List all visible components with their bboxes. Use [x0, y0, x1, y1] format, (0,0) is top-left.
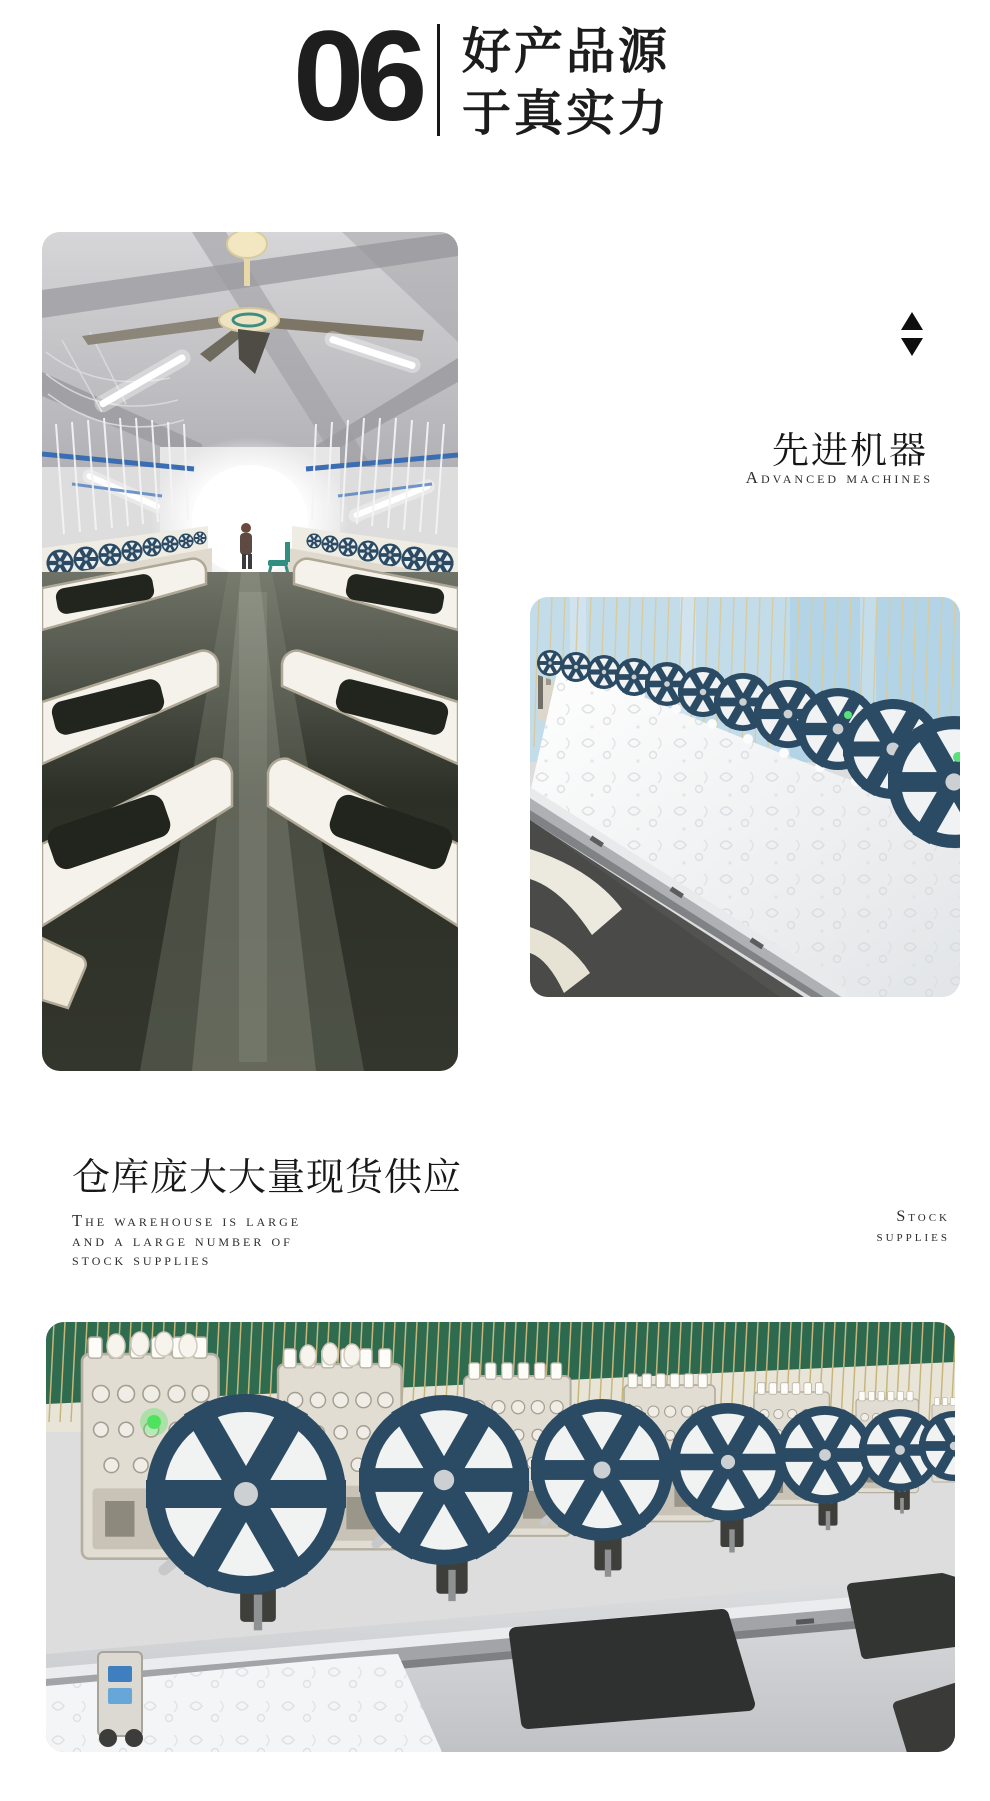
warehouse-heading-zh: 仓库庞大大量现货供应 — [72, 1157, 463, 1199]
advanced-machines-heading-zh: 先进机器 — [772, 430, 928, 471]
embroidery-machines-photo — [530, 597, 960, 997]
factory-aisle-image — [42, 232, 458, 1071]
factory-aisle-photo — [42, 232, 458, 1071]
warehouse-subtitle-line3: stock supplies — [72, 1250, 212, 1269]
warehouse-subtitle-line2: and a large number of — [72, 1230, 293, 1250]
up-triangle-icon — [901, 312, 923, 330]
stock-supplies-line1: Stock — [896, 1208, 950, 1225]
green-led — [147, 1415, 161, 1429]
header-divider — [437, 24, 440, 136]
warehouse-machines-image — [46, 1322, 955, 1752]
section-number: 06 — [293, 5, 420, 148]
section-title — [462, 21, 670, 145]
up-down-arrows-icon — [901, 312, 923, 356]
stock-supplies-line2: supplies — [876, 1228, 950, 1245]
section-title-line1: 好产品源 — [462, 25, 671, 79]
advanced-machines-heading-en: Advanced machines — [745, 468, 933, 487]
section-title-line2: 于真实力 — [462, 87, 671, 141]
warehouse-subtitle-en — [72, 1211, 301, 1270]
machine-foot — [98, 1652, 143, 1747]
warehouse-subtitle-line1: The warehouse is large — [72, 1211, 302, 1230]
embroidery-machines-image — [530, 597, 960, 997]
down-triangle-icon — [901, 338, 923, 356]
navy-wheel-row — [146, 1394, 955, 1594]
warehouse-machines-photo — [46, 1322, 955, 1752]
stock-supplies-label — [876, 1207, 950, 1247]
